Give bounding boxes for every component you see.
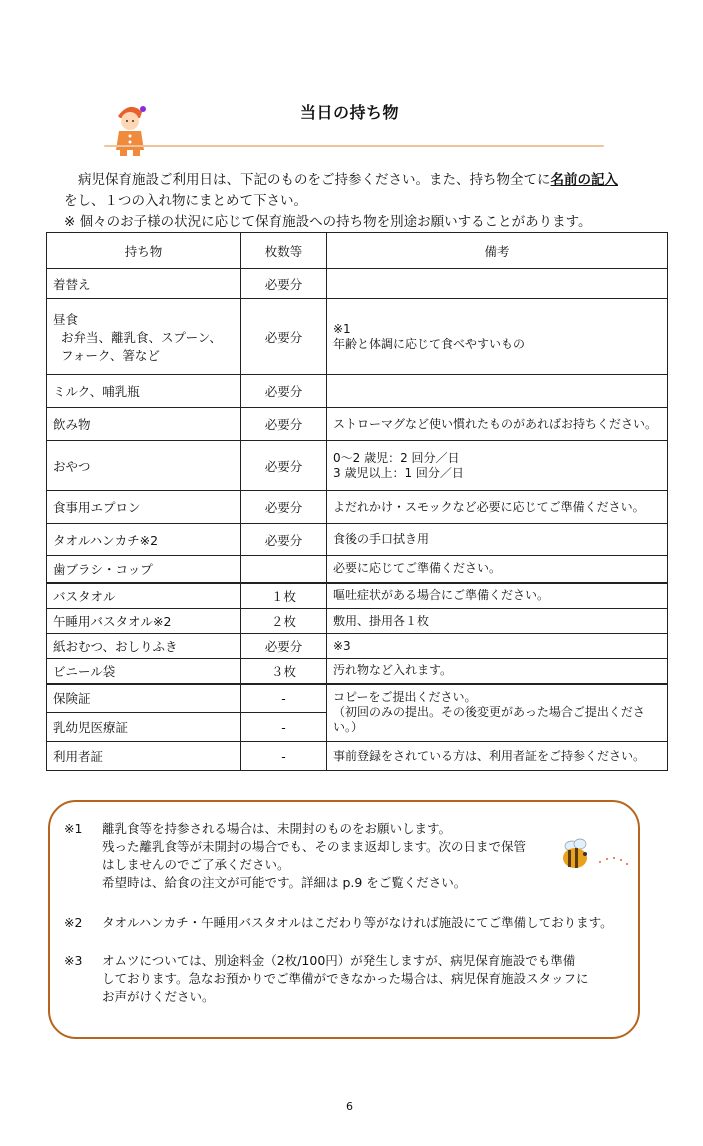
row-qty: 必要分 [241, 375, 327, 408]
row-item: バスタオル [47, 583, 241, 609]
row-qty: １枚 [241, 583, 327, 609]
row-note: ストローマグなど使い慣れたものがあればお持ちください。 [327, 408, 668, 441]
row-item: おやつ [47, 441, 241, 491]
row-qty: 必要分 [241, 269, 327, 299]
row-note: 汚れ物など入れます。 [327, 659, 668, 684]
intro-line2: をし、１つの入れ物にまとめて下さい。 [64, 193, 307, 209]
note-mark: ※1 [64, 821, 83, 836]
row-qty: 必要分 [241, 524, 327, 556]
row-note [327, 299, 668, 375]
intro-emphasis: 名前の記入 [550, 172, 618, 188]
row-note: ※3 [327, 634, 668, 659]
row-item: 乳幼児医療証 [47, 713, 241, 742]
note-2 [64, 914, 634, 932]
table-row [47, 408, 668, 441]
row-qty: - [241, 713, 327, 742]
intro-text [64, 170, 664, 233]
row-item: ビニール袋 [47, 659, 241, 684]
note-line: タオルハンカチ・午睡用バスタオルはこだわり等がなければ施設にてご準備しております。 [102, 915, 613, 930]
table-row [47, 441, 668, 491]
row-note-line: 3 歳児以上：1 回分／日 [333, 465, 464, 480]
row-item: 食事用エプロン [47, 491, 241, 524]
row-note [327, 684, 668, 742]
row-note: 必要に応じてご準備ください。 [327, 556, 668, 583]
row-item: 紙おむつ、おしりふき [47, 634, 241, 659]
row-note-line: （初回のみの提出。その後変更があった場合ご提出ください。） [333, 705, 645, 735]
note-line: 残った離乳食等が未開封の場合でも、そのまま返却します。次の日まで保管 [102, 839, 527, 854]
table-row [47, 491, 668, 524]
note-line: オムツについては、別途料金（2枚/100円）が発生しますが、病児保育施設でも準備 [102, 953, 576, 968]
table-row [47, 556, 668, 583]
row-note [327, 375, 668, 408]
row-item-main: 昼食 [53, 311, 79, 327]
row-qty: - [241, 742, 327, 771]
row-item: 歯ブラシ・コップ [47, 556, 241, 583]
table-row [47, 609, 668, 634]
row-qty: 必要分 [241, 634, 327, 659]
header-item: 持ち物 [47, 233, 241, 269]
note-line: しております。急なお預かりでご準備ができなかった場合は、病児保育施設スタッフに [102, 971, 589, 986]
row-item: タオルハンカチ※2 [47, 524, 241, 556]
row-item: 午睡用バスタオル※2 [47, 609, 241, 634]
table-row [47, 299, 668, 375]
row-qty: 必要分 [241, 441, 327, 491]
row-note [327, 441, 668, 491]
page-number: 6 [346, 1100, 353, 1113]
row-item-sub: お弁当、離乳食、スプーン、フォーク、箸など [61, 329, 222, 363]
table-row [47, 524, 668, 556]
table-row [47, 634, 668, 659]
row-note: 食後の手口拭き用 [327, 524, 668, 556]
header-qty: 枚数等 [241, 233, 327, 269]
note-1 [64, 820, 634, 892]
row-qty: ２枚 [241, 609, 327, 634]
row-qty: - [241, 684, 327, 713]
row-item [47, 299, 241, 375]
row-note-line: 年齢と体調に応じて食べやすいもの [333, 336, 526, 351]
row-item: ミルク、哺乳瓶 [47, 375, 241, 408]
row-note: 事前登録をされている方は、利用者証をご持参ください。 [327, 742, 668, 771]
row-note: 敷用、掛用各１枚 [327, 609, 668, 634]
note-3 [64, 952, 634, 1006]
note-line: お声がけください。 [102, 989, 215, 1004]
row-note-line: 0～2 歳児：2 回分／日 [333, 450, 460, 465]
row-item: 利用者証 [47, 742, 241, 771]
note-line: 希望時は、給食の注文が可能です。詳細は p.9 をご覧ください。 [102, 875, 467, 890]
table-row [47, 659, 668, 684]
intro-line1: 病児保育施設ご利用日は、下記のものをご持参ください。また、持ち物全てに [78, 172, 551, 188]
note-mark: ※3 [64, 953, 83, 968]
table-row [47, 742, 668, 771]
bee-icon [560, 838, 632, 878]
row-note: 嘔吐症状がある場合にご準備ください。 [327, 583, 668, 609]
row-qty: ３枚 [241, 659, 327, 684]
table-header-row [47, 233, 668, 269]
row-note-line: コピーをご提出ください。 [333, 690, 477, 705]
row-qty [241, 556, 327, 583]
row-item: 着替え [47, 269, 241, 299]
header-note: 備考 [327, 233, 668, 269]
note-mark: ※2 [64, 915, 83, 930]
row-note [327, 269, 668, 299]
belongings-table [46, 232, 668, 771]
child-illustration-icon [110, 100, 152, 158]
row-qty: 必要分 [241, 491, 327, 524]
row-note: よだれかけ・スモックなど必要に応じてご準備ください。 [327, 491, 668, 524]
row-qty: 必要分 [241, 299, 327, 375]
row-item: 保険証 [47, 684, 241, 713]
note-line: はしませんのでご了承ください。 [102, 857, 290, 872]
row-note-line: ※1 [333, 321, 351, 336]
title-divider [104, 145, 604, 147]
table-row [47, 583, 668, 609]
intro-line3: ※ 個々のお子様の状況に応じて保育施設への持ち物を別途お願いすることがあります。 [64, 214, 592, 230]
table-row [47, 375, 668, 408]
table-row [47, 684, 668, 713]
note-line: 離乳食等を持参される場合は、未開封のものをお願いします。 [102, 821, 452, 836]
row-qty: 必要分 [241, 408, 327, 441]
row-item: 飲み物 [47, 408, 241, 441]
page-title: 当日の持ち物 [300, 103, 400, 122]
table-row [47, 269, 668, 299]
